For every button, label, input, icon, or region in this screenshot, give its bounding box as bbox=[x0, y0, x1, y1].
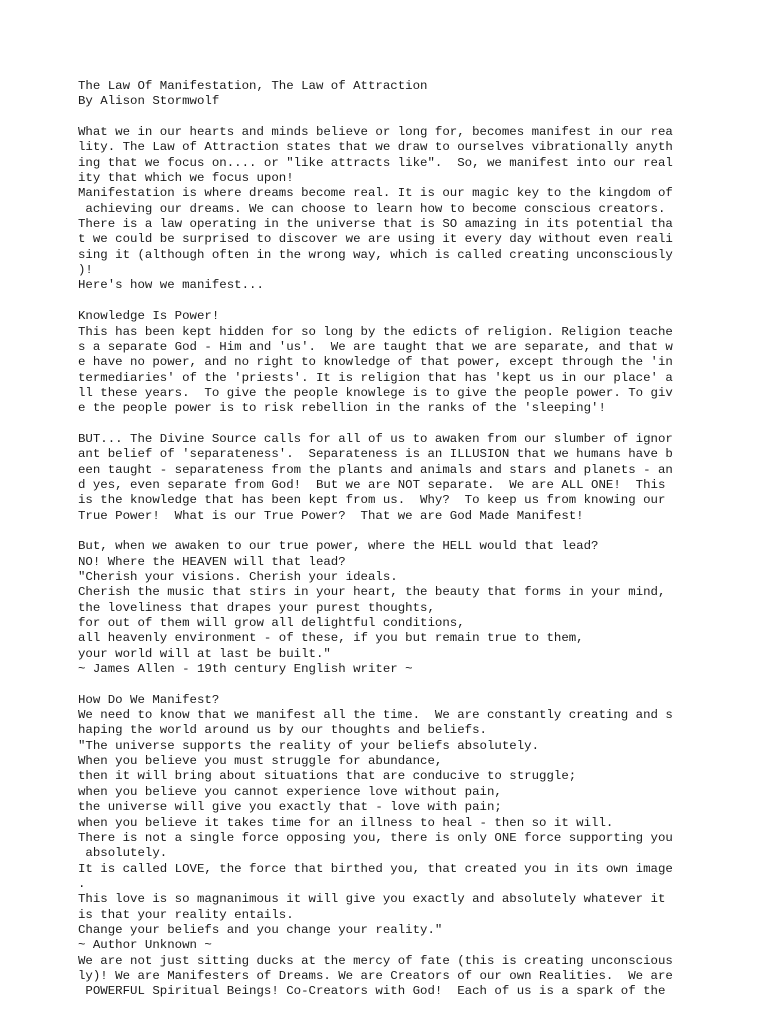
text-line: The Law Of Manifestation, The Law of Attraction bbox=[78, 79, 428, 93]
text-line: ~ Author Unknown ~ bbox=[78, 938, 212, 953]
text-line: By Alison Stormwolf bbox=[78, 94, 220, 109]
text-line: . bbox=[78, 876, 86, 891]
text-line: There is a law operating in the universe that is SO amazing in its potential tha bbox=[78, 217, 673, 232]
text-line: absolutely. bbox=[78, 846, 168, 861]
text-line bbox=[78, 110, 698, 125]
text-line: Manifestation is where dreams become real. It is our magic key to the kingdom of bbox=[78, 186, 673, 201]
text-line: Knowledge Is Power! bbox=[78, 309, 220, 324]
text-line: t we could be surprised to discover we are using it every day without even reali bbox=[78, 232, 673, 247]
text-line: Change your beliefs and you change your reality." bbox=[78, 922, 443, 937]
text-line: termediaries' of the 'priests'. It is religion that has 'kept us in our place' a bbox=[78, 370, 673, 385]
text-line: This love is so magnanimous it will give you exactly and absolutely whatever it bbox=[78, 892, 666, 907]
text-line: e the people power is to risk rebellion in the ranks of the 'sleeping'! bbox=[78, 401, 606, 416]
text-line: all heavenly environment - of these, if you but remain true to them, bbox=[78, 631, 584, 646]
text-line: How Do We Manifest? bbox=[78, 692, 220, 707]
text-line: is the knowledge that has been kept from us. Why? To keep us from knowing our bbox=[78, 493, 666, 508]
text-line: We are not just sitting ducks at the mercy of fate (this is creating unconscious bbox=[78, 953, 673, 968]
text-line: POWERFUL Spiritual Beings! Co-Creators with God! Each of us is a spark of the bbox=[78, 984, 666, 999]
text-line: your world will at last be built." bbox=[78, 646, 331, 661]
text-line: But, when we awaken to our true power, where the HELL would that lead? bbox=[78, 539, 599, 554]
text-line: haping the world around us by our thoughts and beliefs. bbox=[78, 723, 487, 738]
text-line: achieving our dreams. We can choose to learn how to become conscious creators. bbox=[78, 201, 666, 216]
text-line: NO! Where the HEAVEN will that lead? bbox=[78, 554, 346, 569]
text-line: ant belief of 'separateness'. Separateness is an ILLUSION that we humans have b bbox=[78, 447, 673, 462]
text-line: Cherish the music that stirs in your heart, the beauty that forms in your mind, bbox=[78, 585, 666, 600]
text-line: ity that which we focus upon! bbox=[78, 171, 294, 186]
text-line bbox=[78, 417, 698, 432]
text-line: s a separate God - Him and 'us'. We are taught that we are separate, and that w bbox=[78, 339, 673, 354]
text-line: then it will bring about situations that are conducive to struggle; bbox=[78, 769, 577, 784]
text-line: when you believe you cannot experience love without pain, bbox=[78, 784, 502, 799]
text-line bbox=[78, 294, 698, 309]
text-line: sing it (although often in the wrong way, which is called creating unconsciously bbox=[78, 247, 673, 262]
text-line bbox=[78, 677, 698, 692]
text-line: ll these years. To give the people knowlege is to give the people power. To giv bbox=[78, 385, 673, 400]
text-line: for out of them will grow all delightful conditions, bbox=[78, 616, 465, 631]
text-line: ly)! We are Manifesters of Dreams. We are Creators of our own Realities. We are bbox=[78, 968, 673, 983]
text-line: There is not a single force opposing you, there is only ONE force supporting you bbox=[78, 830, 673, 845]
text-line: This has been kept hidden for so long by the edicts of religion. Religion teache bbox=[78, 324, 673, 339]
text-line: the loveliness that drapes your purest thoughts, bbox=[78, 600, 435, 615]
text-line bbox=[78, 524, 698, 539]
text-line: )! bbox=[78, 263, 93, 278]
text-line: when you believe it takes time for an illness to heal - then so it will. bbox=[78, 815, 614, 830]
text-line: ing that we focus on.... or "like attracts like". So, we manifest into our real bbox=[78, 155, 673, 170]
text-line: We need to know that we manifest all the time. We are constantly creating and s bbox=[78, 708, 673, 723]
text-line: een taught - separateness from the plants and animals and stars and planets - an bbox=[78, 462, 673, 477]
text-line: What we in our hearts and minds believe or long for, becomes manifest in our rea bbox=[78, 125, 673, 140]
text-line: True Power! What is our True Power? That we are God Made Manifest! bbox=[78, 508, 584, 523]
document-body bbox=[78, 79, 698, 1000]
text-line: "The universe supports the reality of your beliefs absolutely. bbox=[78, 738, 540, 753]
text-line: It is called LOVE, the force that birthed you, that created you in its own image bbox=[78, 861, 673, 876]
text-line: lity. The Law of Attraction states that we draw to ourselves vibrationally anyth bbox=[78, 140, 673, 155]
text-line: "Cherish your visions. Cherish your ideals. bbox=[78, 570, 398, 584]
text-line: d yes, even separate from God! But we are NOT separate. We are ALL ONE! This bbox=[78, 477, 666, 492]
text-line: is that your reality entails. bbox=[78, 907, 294, 922]
text-line: the universe will give you exactly that - love with pain; bbox=[78, 800, 502, 815]
text-line: When you believe you must struggle for abundance, bbox=[78, 754, 443, 769]
text-line: BUT... The Divine Source calls for all of us to awaken from our slumber of ignor bbox=[78, 431, 673, 446]
text-line: Here's how we manifest... bbox=[78, 278, 264, 293]
text-line: e have no power, and no right to knowledge of that power, except through the 'in bbox=[78, 355, 673, 370]
text-line: ~ James Allen - 19th century English writer ~ bbox=[78, 662, 413, 677]
